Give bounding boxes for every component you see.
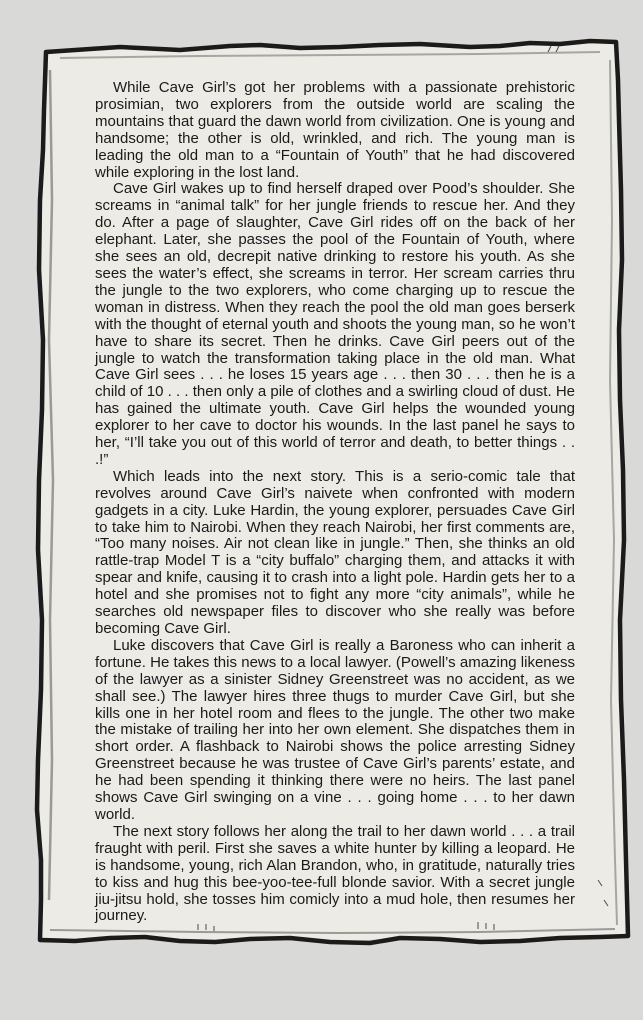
article-paragraph: Luke discovers that Cave Girl is really a Baroness who can inherit a fortune. He takes this news to a local lawyer. (Powell’s amazing likeness of the lawyer as a sinister Sidney Greenstreet was no accident, as we shall see.) The lawyer hires three thugs to murder Cave Girl, but she kills one in her hotel room and flees to the jungle. The other two make the mistake of trailing her into her own element. She dispatches them in short order. A flashback to Nairobi shows the police arresting Sidney Greenstreet because he was trustee of Cave Girl’s parents’ estate, and he had been spending it thinking there were no heirs. The last panel shows Cave Girl swinging on a vine . . . going home . . . to her dawn world. xyxy=(95,636,575,823)
article-paragraph: The next story follows her along the trail to her dawn world . . . a trail fraught with peril. First she saves a white hunter by killing a leopard. He is handsome, young, rich Alan Brandon, who, in gratitude, naturally tries to kiss and hug this bee-yoo-tee-full blonde savior. With a secret jungle jiu-jitsu hold, she tosses him comicly into a mud hole, then resumes her journey. xyxy=(95,822,575,925)
article-paragraph: While Cave Girl’s got her problems with a passionate prehistoric prosimian, two explorers from the outside world are scaling the mountains that guard the dawn world from civilization. One is young and handsome; the other is old, wrinkled, and rich. The young man is leading the old man to a “Fountain of Youth” that he had discovered while exploring in the lost land. xyxy=(95,79,575,181)
article-body xyxy=(95,80,575,925)
article-paragraph: Which leads into the next story. This is a serio-comic tale that revolves around Cave Girl’s naivete when confronted with modern gadgets in a city. Luke Hardin, the young explorer, persuades Cave Girl to take him to Nairobi. When they reach Nairobi, her first comments are, “Too many noises. Air not clean like in jungle.” Then, she thinks an old rattle-trap Model T is a “city buffalo” charging them, and attacks it with spear and knife, causing it to crash into a light pole. Hardin gets her to a hotel and she promises not to fight any more “city animals”, while he searches old newspaper files to discover who she really was before becoming Cave Girl. xyxy=(95,467,575,637)
article-paragraph: Cave Girl wakes up to find herself draped over Pood’s shoulder. She screams in “animal talk” for her jungle friends to rescue her. And they do. After a page of slaughter, Cave Girl rides off on the back of her elephant. Later, she passes the pool of the Fountain of Youth, where she sees an old, decrepit native drinking to restore his youth. As she sees the water’s effect, she screams in terror. Her scream carries thru the jungle to the two explorers, who come charging up to rescue the woman in distress. When they reach the pool the old man goes berserk with the thought of eternal youth and shoots the young man, so he won’t have to share its secret. Then he drinks. Cave Girl peers out of the jungle to watch the transformation taking place in the old man. What Cave Girl sees . . . he loses 15 years age . . . then 30 . . . then he is a child of 10 . . . then only a pile of clothes and a swirling cloud of dust. He has gained the ultimate youth. Cave Girl helps the wounded young explorer to her cave to doctor his wounds. In the last panel he says to her, “I’ll take you out of this world of terror and death, to better things . . .!” xyxy=(95,180,575,468)
